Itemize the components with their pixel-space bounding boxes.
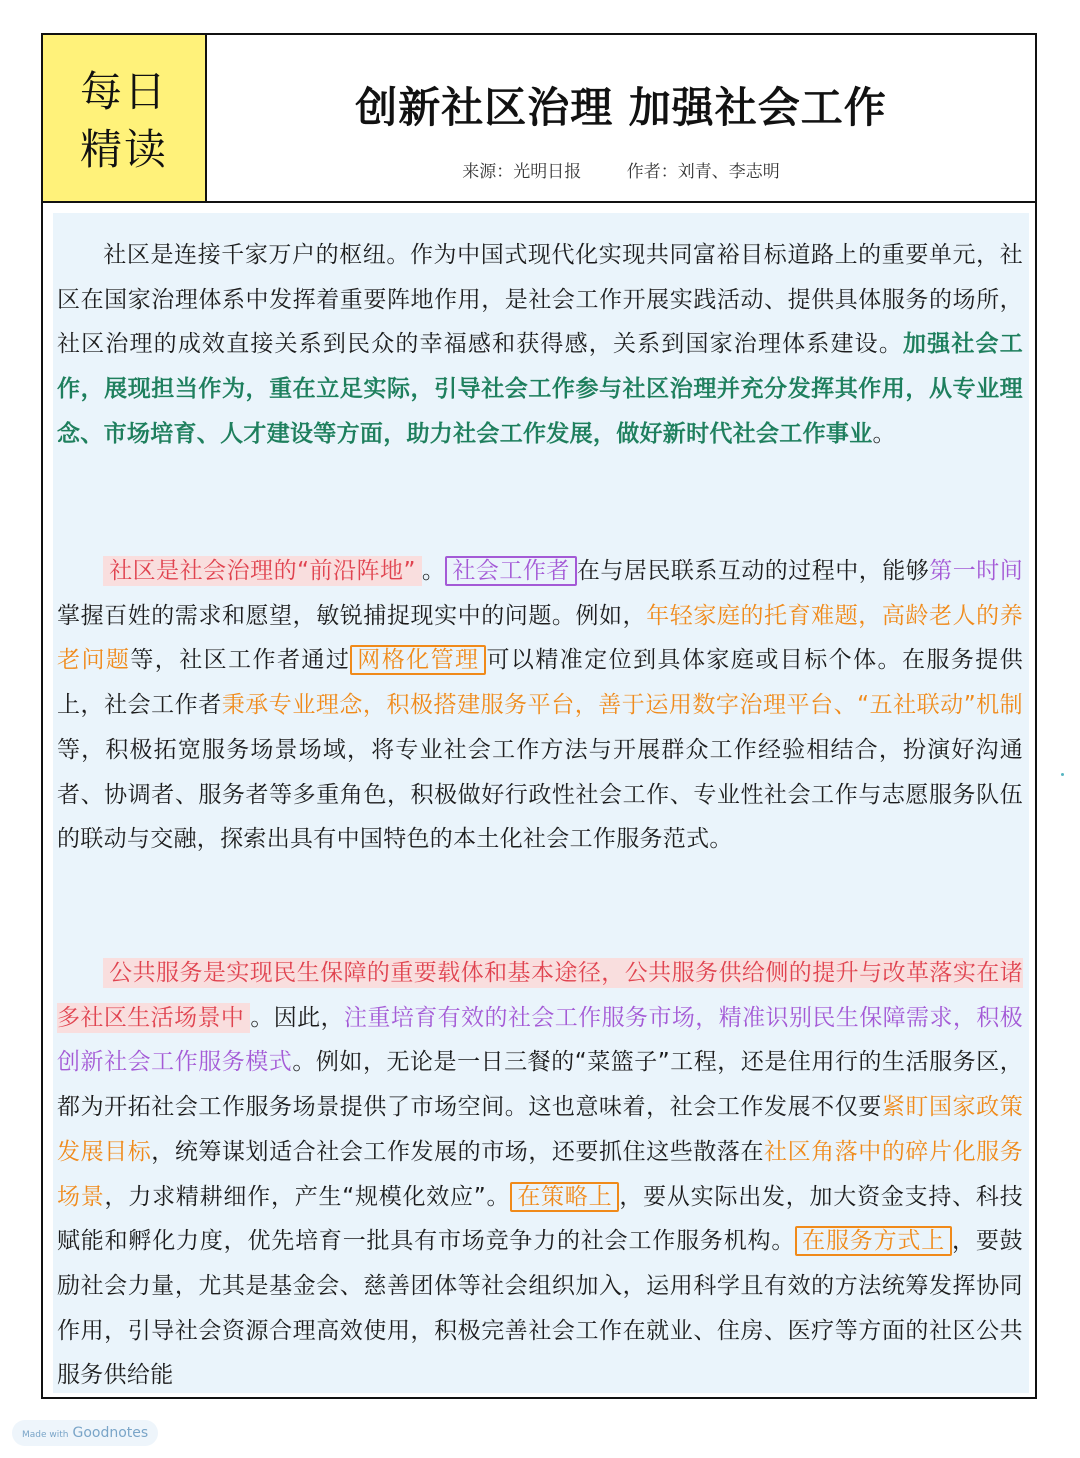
reading-sheet	[41, 33, 1037, 1399]
p1-end: 。	[872, 420, 896, 447]
badge-label: 每日精读	[79, 67, 168, 174]
p2-text-1: 在与居民联系互动的过程中，能够	[576, 558, 930, 584]
made-with-label: Made with	[22, 1430, 69, 1440]
article-body	[53, 213, 1029, 1393]
p3-text-4: ，力求精耕细作，产生“规模化效应”。	[104, 1183, 511, 1210]
daily-reading-badge	[43, 35, 207, 201]
p3-text-2: 。例如，无论是一日三餐的“菜篮子”工程，还是住用行的生活服务区，都为开拓社会工作服务场景提供了市场空间。这也意味着，社会工作发展不仅要	[57, 1049, 1024, 1121]
p3-orange-1: 紧盯国家政策发展目标	[57, 1094, 1023, 1165]
p2-text-2: 掌握百姓的需求和愿望，敏锐捕捉现实中的问题。例如，	[57, 602, 647, 629]
p1-emphasis: 加强社会工作，展现担当作为，重在立足实际，引导社会工作参与社区治理并充分发挥其作用，从专业理念、市场培育、人才建设等方面，助力社会工作发展，做好新时代社会工作事业	[57, 331, 1024, 447]
p2-practices: 秉承专业理念，积极搭建服务平台，善于运用数字治理平台、“五社联动”机制	[221, 692, 1023, 719]
p3-text-3: ，统筹谋划适合社会工作发展的市场，还要抓住这些散落在	[151, 1138, 765, 1165]
p2-examples: 年轻家庭的托育难题，高龄老人的养老问题	[57, 602, 1023, 674]
paragraph-2	[57, 549, 1023, 862]
p3-boxed-method: 在服务方式上	[795, 1226, 952, 1256]
page-title: 创新社区治理 加强社会工作	[355, 83, 887, 132]
p2-highlight: 社区是社会治理的“前沿阵地”	[103, 556, 422, 586]
p2-sep: 。	[421, 558, 446, 584]
byline	[207, 157, 1035, 182]
p2-boxed-actor: 社会工作者	[445, 556, 576, 586]
author-label: 作者：刘青、李志明	[626, 162, 780, 182]
paragraph-1	[57, 233, 1023, 457]
header	[43, 35, 1035, 203]
p3-purple: 注重培育有效的社会工作服务市场，精准识别民生保障需求，积极创新社会工作服务模式	[57, 1004, 1023, 1076]
p3-text-5: ，要从实际出发，加大资金支持、科技赋能和孵化力度，优先培育一批具有市场竞争力的社会工作服务机构。	[57, 1183, 1023, 1255]
stray-dot	[1061, 773, 1064, 776]
p3-text-6: ，要鼓励社会力量，尤其是基金会、慈善团体等社会组织加入，运用科学且有效的方法统筹发挥协同作用，引导社会资源合理高效使用，积极完善社会工作在就业、住房、医疗等方面的社区公共服务供给能	[57, 1228, 1023, 1389]
p3-boxed-strategy: 在策略上	[510, 1182, 619, 1212]
p3-orange-2: 社区角落中的碎片化服务场景	[57, 1138, 1023, 1210]
p3-highlight: 公共服务是实现民生保障的重要载体和基本途径，公共服务供给侧的提升与改革落实在诸多社区生活场景中	[57, 960, 1023, 1031]
p2-text-3: 等，社区工作者通过	[130, 647, 351, 674]
brand-label: Goodnotes	[72, 1425, 149, 1441]
goodnotes-watermark	[12, 1420, 158, 1446]
p2-first-time: 第一时间	[929, 558, 1024, 584]
paragraph-3	[57, 951, 1023, 1393]
p2-boxed-grid: 网格化管理	[350, 645, 486, 675]
p2-text-5: 等，积极拓宽服务场景场域，将专业社会工作方法与开展群众工作经验相结合，扮演好沟通者、协调者、服务者等多重角色，积极做好行政性社会工作、专业性社会工作与志愿服务队伍的联动与交融，探索出具有中国特色的本土化社会工作服务范式。	[57, 736, 1023, 853]
p1-text: 社区是连接千家万户的枢纽。作为中国式现代化实现共同富裕目标道路上的重要单元，社区在国家治理体系中发挥着重要阵地作用，是社会工作开展实践活动、提供具体服务的场所，社区治理的成效直接关系到民众的幸福感和获得感，关系到国家治理体系建设。	[57, 242, 1023, 358]
source-label: 来源：光明日报	[462, 162, 582, 182]
p3-text-1: 。因此，	[250, 1004, 345, 1031]
p2-text-4: 可以精准定位到具体家庭或目标个体。在服务提供上，社会工作者	[57, 647, 1024, 719]
